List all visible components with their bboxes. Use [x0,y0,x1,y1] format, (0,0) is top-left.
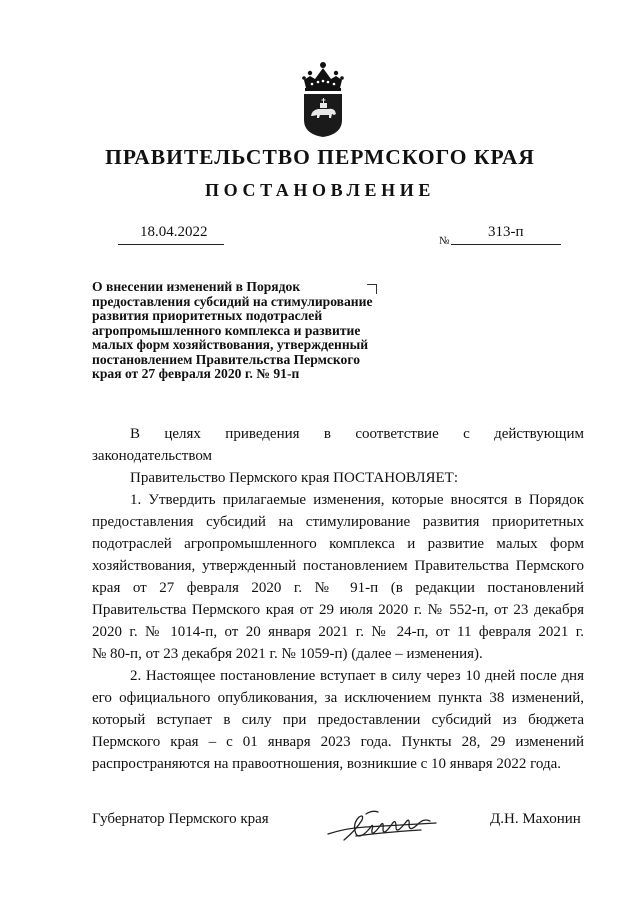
body-line: подотраслей агропромышленного комплекса и развитие малых форм [92,536,584,552]
date-underline [118,244,224,245]
document-date: 18.04.2022 [140,224,208,240]
document-type: ПОСТАНОВЛЕНИЕ [205,180,435,200]
subject-line: малых форм хозяйствования, утвержденный [92,337,369,352]
perm-krai-coat-of-arms-icon [298,58,348,138]
body-line: Правительства Пермского края от 29 июля 2020 г. № 552-п, от 23 декабря [92,602,584,618]
subject-line: О внесении изменений в Порядок [92,279,301,294]
body-line: распространяются на правоотношения, возникшие с 10 января 2022 года. [92,756,562,772]
corner-mark [367,284,377,294]
body-line: который вступает в силу при предоставлении субсидий из бюджета [92,712,584,728]
body-line: Пермского края – с 01 января 2023 года. Пункты 28, 29 изменений [92,734,584,750]
subject-line: постановлением Правительства Пермского [92,351,360,367]
body-line: № 80-п, от 23 декабря 2021 г. № 1059-п) (далее – изменения). [92,646,483,662]
body-line: края от 27 февраля 2020 г. № 91-п (в редакции постановлений [92,580,584,596]
signer-name: Д.Н. Махонин [490,811,581,827]
body-line: Правительство Пермского края ПОСТАНОВЛЯЕТ: [130,470,459,486]
document-number: 313-п [488,224,524,240]
body-line: 1. Утвердить прилагаемые изменения, которые вносятся в Порядок [130,492,584,508]
number-sign: № [439,235,450,247]
body-line: хозяйствования, утвержденный постановлением Правительства Пермского [92,558,584,574]
subject-line: агропромышленного комплекса и развитие [92,322,361,338]
body-line: законодательством [92,448,213,464]
signer-position: Губернатор Пермского края [92,811,269,827]
number-underline [451,244,561,245]
body-line: предоставления субсидий на стимулирование развития приоритетных [92,514,584,530]
handwritten-signature-icon [326,800,456,850]
subject-line: развития приоритетных подотраслей [92,308,323,323]
subject-line: края от 27 февраля 2020 г. № 91-п [92,366,300,381]
government-title: ПРАВИТЕЛЬСТВО ПЕРМСКОГО КРАЯ [105,145,535,169]
body-line: его официального опубликования, за исключением пункта 38 изменений, [92,690,584,706]
document-body [92,423,584,775]
body-line: 2020 г. № 1014-п, от 20 января 2021 г. № 24-п, от 11 февраля 2021 г. [92,624,584,640]
body-line: 2. Настоящее постановление вступает в силу через 10 дней после дня [130,668,584,684]
document-subject [92,280,422,382]
body-line: В целях приведения в соответствие с действующим [130,426,584,442]
subject-line: предоставления субсидий на стимулирование [92,293,373,309]
